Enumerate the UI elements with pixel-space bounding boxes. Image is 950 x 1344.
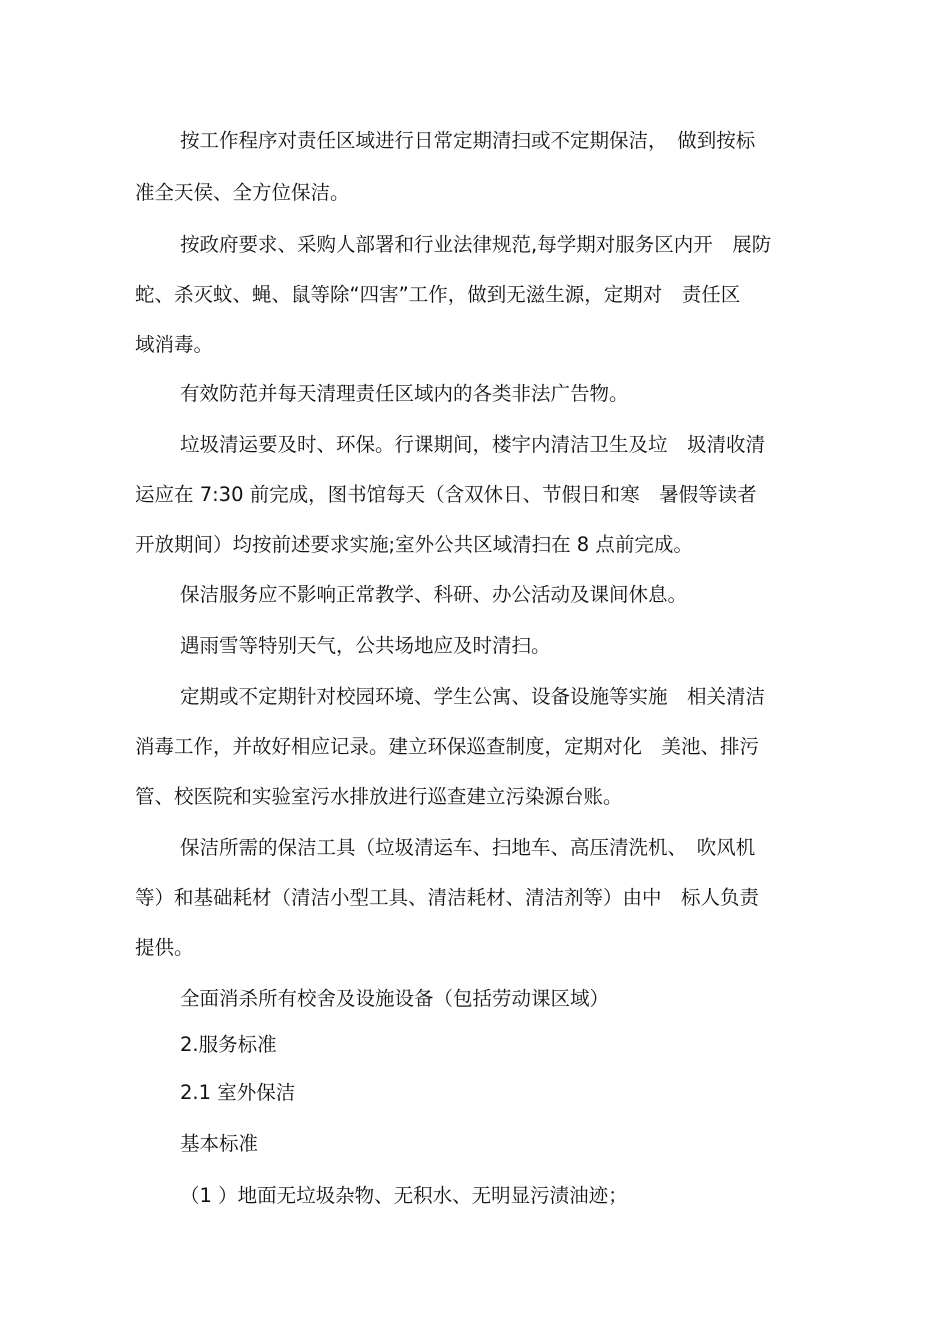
text-line: 定期或不定期针对校园环境、学生公寓、设备设施等实施 相关清洁 <box>180 685 766 708</box>
text-line: 有效防范并每天清理责任区域内的各类非法广告物。 <box>180 382 629 405</box>
text-line: 准全天侯、全方位保洁。 <box>135 181 350 204</box>
list-item: （1 ）地面无垃圾杂物、无积水、无明显污渍油迹； <box>180 1184 628 1207</box>
section-heading: 2.服务标准 <box>180 1033 277 1056</box>
text-line: 蛇、杀灭蚊、蝇、鼠等除“四害”工作，做到无滋生源，定期对 责任区 <box>135 283 741 306</box>
text-line: 开放期间）均按前述要求实施;室外公共区域清扫在 8 点前完成。 <box>135 533 693 556</box>
text-line: 遇雨雪等特别天气，公共场地应及时清扫。 <box>180 634 551 657</box>
text-line: 按政府要求、采购人部署和行业法律规范,每学期对服务区内开 展防 <box>180 233 772 256</box>
text-line: 保洁服务应不影响正常教学、科研、办公活动及课间休息。 <box>180 583 688 606</box>
text-line: 消毒工作，并故好相应记录。建立环保巡查制度，定期对化 美池、排污 <box>135 735 760 758</box>
text-line: 全面消杀所有校舍及设施设备（包括劳动课区域） <box>180 987 610 1010</box>
text-line: 提供。 <box>135 936 194 959</box>
text-line: 保洁所需的保洁工具（垃圾清运车、扫地车、高压清洗机、 吹风机 <box>180 836 756 859</box>
text-line: 域消毒。 <box>135 333 214 356</box>
subsection-title: 基本标准 <box>180 1132 259 1155</box>
subsection-heading: 2.1 室外保洁 <box>180 1081 296 1104</box>
text-line: 等）和基础耗材（清洁小型工具、清洁耗材、清洁剂等）由中 标人负责 <box>135 886 760 909</box>
text-line: 垃圾清运要及时、环保。行课期间，楼宇内清洁卫生及垃 圾清收清 <box>180 433 766 456</box>
text-line: 按工作程序对责任区域进行日常定期清扫或不定期保洁， 做到按标 <box>180 129 756 152</box>
text-line: 管、校医院和实验室污水排放进行巡查建立污染源台账。 <box>135 785 623 808</box>
text-line: 运应在 7:30 前完成，图书馆每天（含双休日、节假日和寒 暑假等读者 <box>135 483 757 506</box>
